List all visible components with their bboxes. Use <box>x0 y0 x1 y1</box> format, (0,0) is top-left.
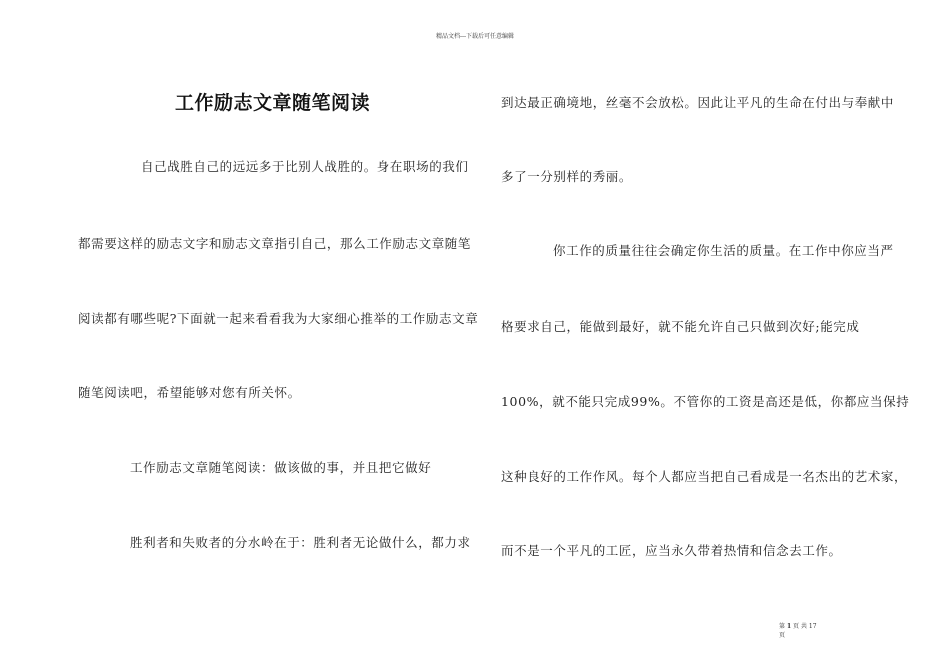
left-paragraph-line: 胜利者和失败者的分水岭在于：胜利者无论做什么，都力求 <box>130 535 471 550</box>
footer-suffix: 页 <box>779 632 786 639</box>
page-header: 精品文档---下载后可任意编辑 <box>435 33 515 40</box>
page-footer <box>779 622 839 640</box>
left-paragraph-line: 阅读都有哪些呢?下面就一起来看看我为大家细心推举的工作励志文章 <box>78 311 479 326</box>
left-paragraph-line: 随笔阅读吧，希望能够对您有所关怀。 <box>78 385 301 400</box>
section-heading-line: 工作励志文章随笔阅读：做该做的事，并且把它做好 <box>130 460 432 475</box>
footer-total-pages: 17 <box>808 623 817 630</box>
right-paragraph-line: 格要求自己，能做到最好，就不能允许自己只做到次好;能完成 <box>501 319 860 334</box>
article-title: 工作励志文章随笔阅读 <box>175 92 371 114</box>
footer-page-number: 1 <box>786 623 792 630</box>
right-paragraph-line: 到达最正确境地，丝毫不会放松。因此让平凡的生命在付出与奉献中 <box>501 95 895 110</box>
left-paragraph-line: 都需要这样的励志文字和励志文章指引自己，那么工作励志文章随笔 <box>78 236 472 251</box>
footer-middle: 页 共 <box>793 623 807 630</box>
right-paragraph-line: 你工作的质量往往会确定你生活的质量。在工作中你应当严 <box>553 243 894 258</box>
right-paragraph-line: 这种良好的工作作风。每个人都应当把自己看成是一名杰出的艺术家， <box>501 469 908 484</box>
right-paragraph-line: 而不是一个平凡的工匠，应当永久带着热情和信念去工作。 <box>501 543 842 558</box>
footer-prefix: 第 <box>779 623 786 630</box>
right-paragraph-line: 100%，就不能只完成99%。不管你的工资是高还是低，你都应当保持 <box>501 394 910 409</box>
left-paragraph-line: 自己战胜自己的远远多于比别人战胜的。身在职场的我们 <box>141 159 469 174</box>
right-paragraph-line: 多了一分别样的秀丽。 <box>501 169 633 184</box>
